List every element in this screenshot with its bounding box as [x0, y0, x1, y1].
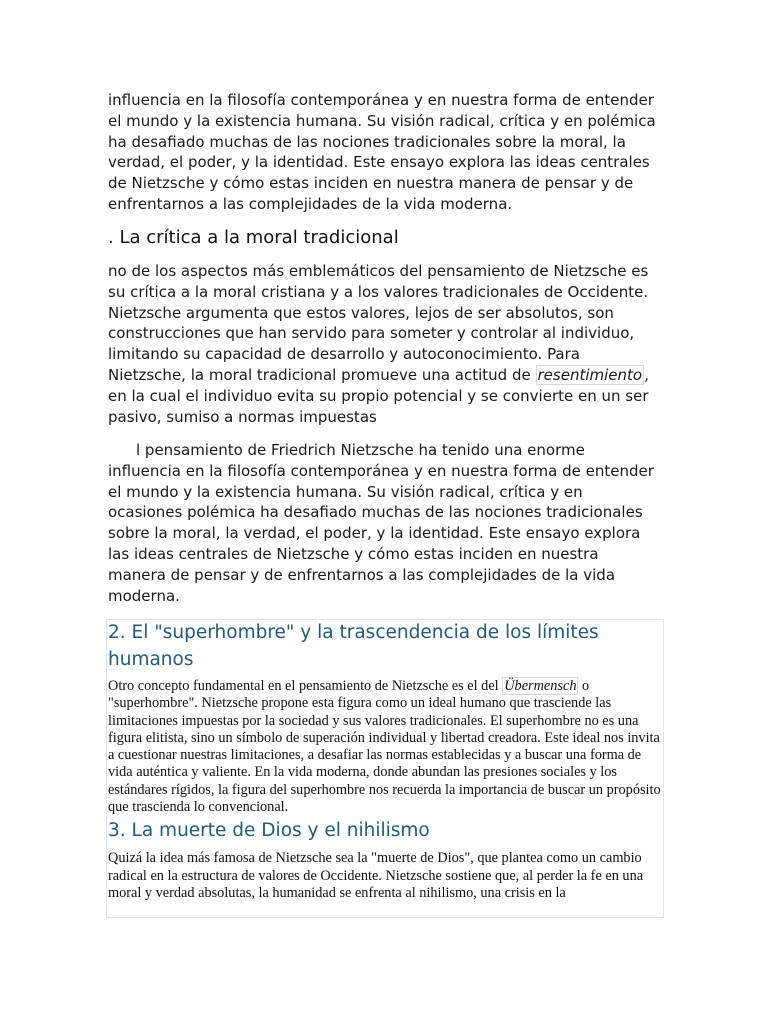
section-1-text-start: no de los aspectos más emblemáticos del pensamiento de Nietzsche es su crítica a la moral cristiana y a los valores tradicionales de Occidente. Nietzsche argumenta que estos valores, lejos de ser absolutos, son construcciones que han servido para someter y controlar al individuo, limitando su capacidad de desarrollo y autoconocimiento. Para Nietzsche, la moral tradicional promueve una actitud de	[108, 262, 649, 384]
section-1-text-end: , en la cual el individuo evita su propio potencial y se convierte en un ser pasivo, sumiso a normas impuestas	[108, 365, 649, 426]
section-2-text-start: Otro concepto fundamental en el pensamiento de Nietzsche es el del	[108, 678, 503, 694]
section-2-text-end: o "superhombre". Nietzsche propone esta figura como un ideal humano que trasciende las limitaciones impuestas por la sociedad y sus valores tradicionales. El superhombre no es una figura elitista, sino un símbolo de superación individual y libertad creadora. Este ideal nos invita a cuestionar nuestras limitaciones, a desafiar las normas establecidas y a buscar una forma de vida auténtica y valiente. En la vida moderna, donde abundan las presiones sociales y los estándares rígidos, la figura del superhombre nos recuerda la importancia de buscar un propósito que trascienda lo convencional.	[108, 678, 661, 816]
resentimiento-term: resentimiento	[537, 365, 643, 384]
section-1-paragraph	[108, 261, 660, 427]
repeat-paragraph: l pensamiento de Friedrich Nietzsche ha tenido una enorme influencia en la filosofía contemporánea y en nuestra forma de entender el mundo y la existencia humana. Su visión radical, crítica y en ocasiones polémica ha desafiado muchas de las nociones tradicionales sobre la moral, la verdad, el poder, y la identidad. Este ensayo explora las ideas centrales de Nietzsche y cómo estas inciden en nuestra manera de pensar y de enfrentarnos a las complejidades de la vida moderna.	[108, 441, 654, 605]
section-1-heading: . La crítica a la moral tradicional	[108, 227, 399, 248]
ubermensch-term: Übermensch	[504, 678, 577, 694]
intro-paragraph: influencia en la filosofía contemporánea y en nuestra forma de entender el mundo y la existencia humana. Su visión radical, crítica y en polémica ha desafiado muchas de las nociones tradicionales sobre la moral, la verdad, el poder, y la identidad. Este ensayo explora las ideas centrales de Nietzsche y cómo estas inciden en nuestra manera de pensar y de enfrentarnos a las complejidades de la vida moderna.	[108, 91, 656, 213]
section-2-paragraph	[107, 678, 663, 816]
section-3-heading: 3. La muerte de Dios y el nihilismo	[108, 820, 430, 842]
section-3-paragraph: Quizá la idea más famosa de Nietzsche sea la "muerte de Dios", que plantea como un cambio radical en la estructura de valores de Occidente. Nietzsche sostiene que, al perder la fe en una moral y verdad absolutas, la humanidad se enfrenta al nihilismo, una crisis en la	[108, 850, 644, 901]
embedded-content-box	[106, 619, 664, 918]
section-2-heading: 2. El "superhombre" y la trascendencia de los límites humanos	[108, 622, 599, 670]
